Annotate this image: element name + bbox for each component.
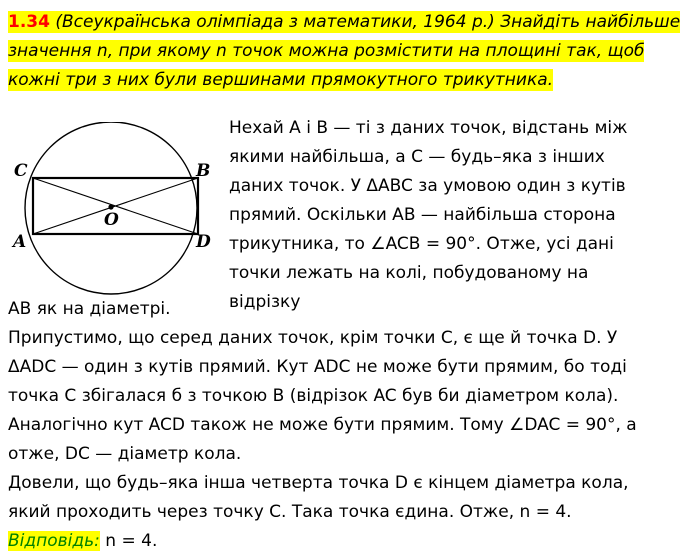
center-point	[108, 204, 113, 209]
problem-statement	[8, 8, 688, 95]
text-line: який проходить через точку C. Така точка єдина. Отже, n = 4.	[8, 502, 572, 522]
label-a: A	[13, 232, 27, 252]
answer-value: n = 4.	[99, 531, 158, 551]
answer-line	[8, 527, 688, 556]
label-d: D	[196, 232, 211, 252]
text-line: отже, DC — діаметр кола.	[8, 444, 242, 464]
solution-side-text	[229, 114, 684, 317]
text-line: Припустимо, що серед даних точок, крім точки C, є ще й точка D. У	[8, 328, 618, 348]
label-b: B	[196, 161, 211, 181]
solution-bottom-text	[8, 295, 688, 556]
text-line: ΔADC — один з кутів прямий. Кут ADC не може бути прямим, бо тоді	[8, 357, 627, 377]
text-line: Довели, що будь–яка інша четверта точка D є кінцем діаметра кола,	[8, 473, 629, 493]
text-line: відрізку	[229, 292, 301, 312]
text-line: Аналогічно кут ACD також не може бути прямим. Тому ∠DAC = 90°, а	[8, 415, 637, 435]
text-line: трикутника, то ∠ACB = 90°. Отже, усі дані	[229, 234, 614, 254]
problem-text: Знайдіть найбільше значення n, при якому n точок можна розмістити на площині так, щоб кожні три з них були вершинами прямокутного трикутника.	[8, 12, 681, 90]
circle-rectangle-diagram	[8, 122, 222, 298]
text-line: Нехай A і B — ті з даних точок, відстань між	[229, 118, 628, 138]
text-line: AB як на діаметрі.	[8, 299, 171, 319]
text-line: якими найбільша, а C — будь–яка з інших	[229, 147, 605, 167]
geometry-figure	[8, 122, 222, 298]
text-line: точка C збігалася б з точкою B (відрізок AC був би діаметром кола).	[8, 386, 619, 406]
problem-source: (Всеукраїнська олімпіада з математики, 1964 р.)	[55, 12, 495, 32]
label-o: O	[104, 210, 119, 230]
label-c: C	[14, 161, 28, 181]
problem-number: 1.34	[8, 12, 50, 32]
answer-label: Відповідь:	[8, 531, 100, 551]
text-line: даних точок. У ΔABC за умовою один з кутів	[229, 176, 626, 196]
text-line: прямий. Оскільки AB — найбільша сторона	[229, 205, 616, 225]
text-line: точки лежать на колі, побудованому на	[229, 263, 589, 283]
